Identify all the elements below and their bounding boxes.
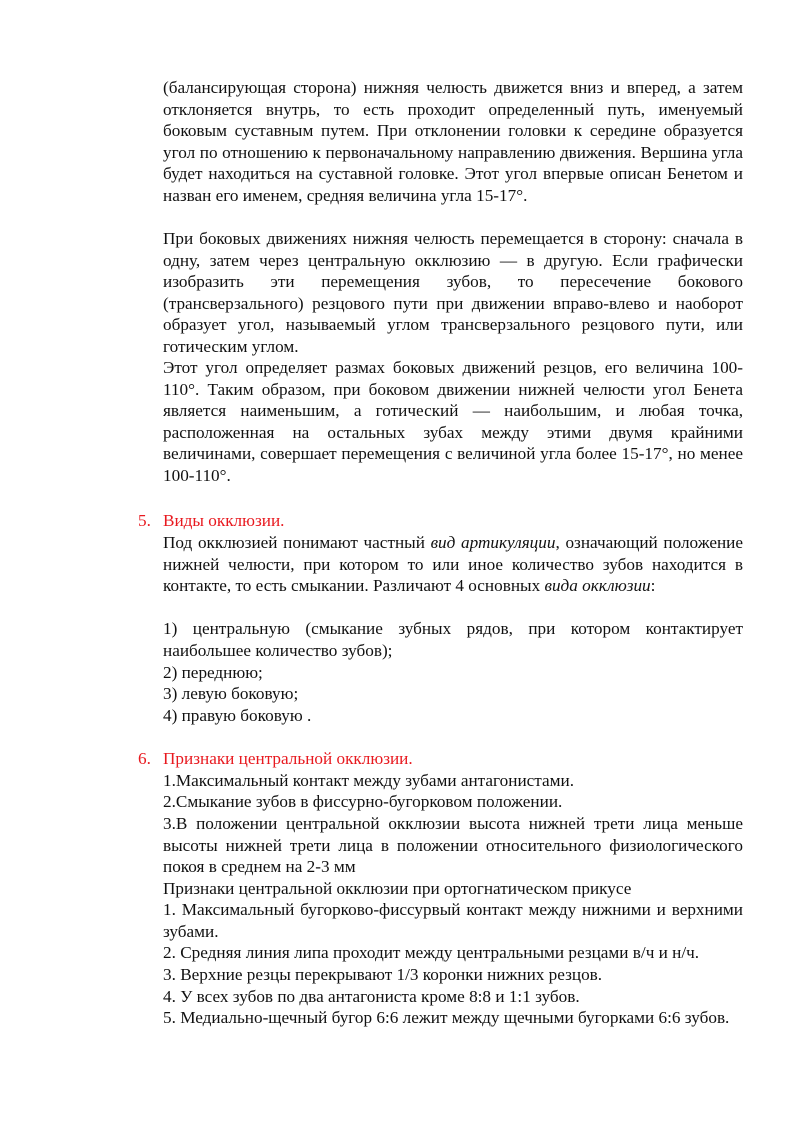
lateral-movement-paragraph: При боковых движениях нижняя челюсть перемещается в сторону: сначала в одну, затем через центральную окклюзию — в другую. Если графически изобразить эти перемещения зубов, то пересечение бокового (трансверзального) резцового пути при движении вправо-влево и наоборот образует угол, называемый углом трансверзального резцового пути, или готическим углом. (163, 229, 743, 356)
section-6-number: 6. (138, 749, 151, 768)
intro-paragraph: (балансирующая сторона) нижняя челюсть движется вниз и вперед, а затем отклоняется внутрь, то есть проходит определенный путь, именуемый боковым суставным путем. При отклонении головки к середине образуется угол по отношению к первоначальному направлению движения. Вершина угла будет находиться на суставной головке. Этот угол впервые описан Бенетом и назван его именем, средняя величина угла 15-17°. (163, 78, 743, 205)
section-6-heading (138, 748, 413, 770)
orthognathic-sign: 3. Верхние резцы перекрывают 1/3 коронки нижних резцов. (163, 965, 603, 984)
occlusion-type-item: 4) правую боковую . (163, 706, 312, 725)
orthognathic-sign: 5. Медиально-щечный бугор 6:6 лежит между щечными бугорками 6:6 зубов. (163, 1008, 730, 1027)
section-5-text-part3: : (650, 576, 656, 596)
section-6-title: Признаки центральной окклюзии. (163, 749, 413, 768)
section-5-italic-articulation: вид артикуляции (430, 533, 556, 552)
section-5-text-part1: Под окклюзией понимают частный (163, 533, 431, 552)
orthognathic-subheading: Признаки центральной окклюзии при ортогнатическом прикусе (163, 879, 632, 898)
orthognathic-sign: 2. Средняя линия липа проходит между центральными резцами в/ч и н/ч. (163, 943, 700, 962)
gothic-angle-paragraph: Этот угол определяет размах боковых движений резцов, его величина 100-110°. Таким образом, при боковом движении нижней челюсти угол Бенета является наименьшим, а готический — наибольшим, и любая точка, расположенная на остальных зубах между этими двумя крайними величинами, совершает перемещения с величиной угла более 15-17°, но менее 100-110°. (163, 358, 743, 485)
section-5-paragraph (163, 532, 743, 597)
central-occlusion-sign: 2.Смыкание зубов в фиссурно-бугорковом положении. (163, 792, 563, 811)
section-5-italic-occlusion: вида окклюзии (544, 576, 651, 596)
occlusion-type-item: 2) переднюю; (163, 663, 263, 682)
occlusion-type-item: 1) центральную (смыкание зубных рядов, при котором контактирует наибольшее количество зубов); (163, 619, 743, 660)
section-5-title: Виды окклюзии. (163, 511, 285, 530)
section-5-text-part2: , означающий положение нижней челюсти, при котором то или иное количество зубов находится в контакте, то есть смыкании. Различают 4 основных (163, 533, 744, 596)
orthognathic-sign: 1. Максимальный бугорково-фиссурвый контакт между нижними и верхними зубами. (163, 900, 743, 941)
section-5-heading (138, 510, 284, 532)
central-occlusion-sign: 1.Максимальный контакт между зубами антагонистами. (163, 771, 574, 790)
occlusion-type-item: 3) левую боковую; (163, 684, 299, 703)
orthognathic-sign: 4. У всех зубов по два антагониста кроме 8:8 и 1:1 зубов. (163, 987, 580, 1006)
section-5-number: 5. (138, 511, 151, 530)
central-occlusion-sign: 3.В положении центральной окклюзии высота нижней трети лица меньше высоты нижней трети лица в положении относительного физиологического покоя в среднем на 2-3 мм (163, 814, 743, 877)
